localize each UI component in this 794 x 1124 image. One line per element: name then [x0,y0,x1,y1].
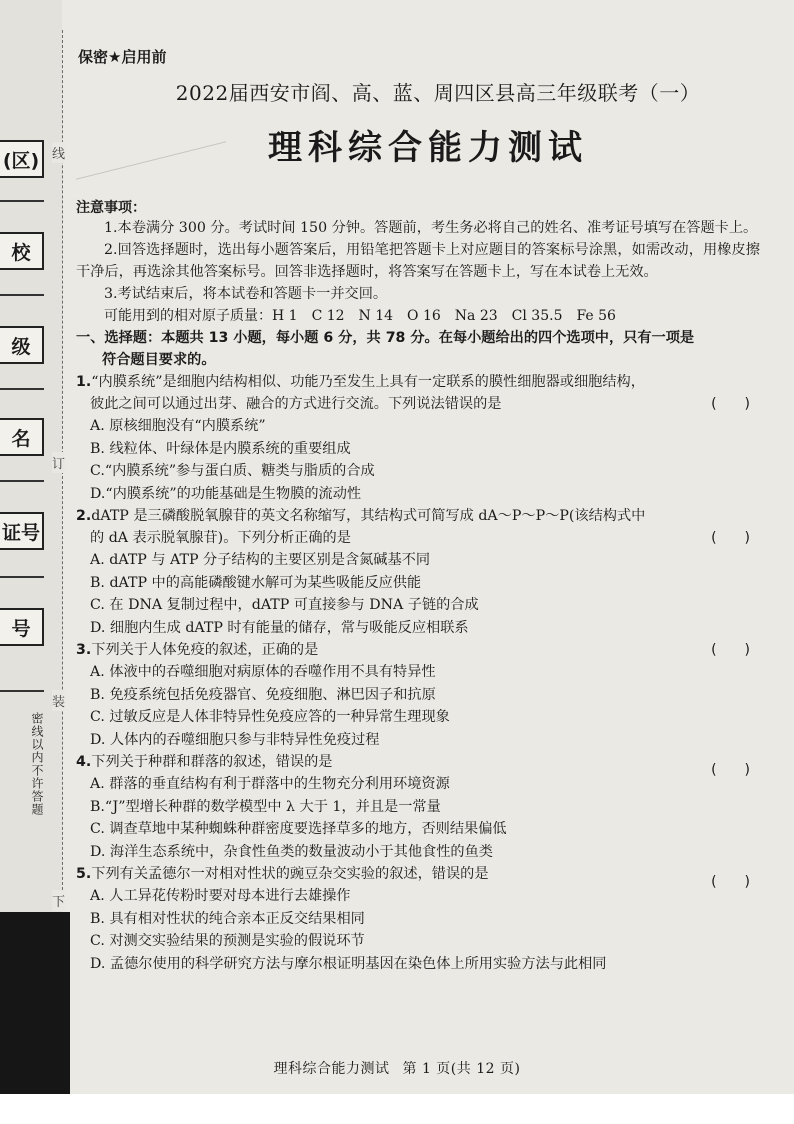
question-4 [76,751,760,778]
confidential-label: 保密★启用前 [78,48,167,66]
subject-title: 理科综合能力测试 [268,128,588,168]
question-number: 5. [76,866,92,882]
question-5 [76,863,760,890]
cut-label-bind: 装 [52,690,65,711]
seat-number-field-label: 号 [0,608,44,646]
option-a: A. 群落的垂直结构有利于群落中的生物充分利用环境资源 [90,776,450,792]
cut-label-line: 线 [52,142,65,163]
option-b: B. dATP 中的高能磷酸键水解可为某些吸能反应供能 [90,574,422,591]
option-b: B. 具有相对性状的纯合亲本正反交结果相同 [90,910,365,927]
notice-item: 3.考试结束后，将本试卷和答题卡一并交回。 [104,286,388,302]
option-b: B. 线粒体、叶绿体是内膜系统的重要组成 [90,440,351,457]
option-a: A. 体液中的吞噬细胞对病原体的吞噬作用不具有特异性 [90,664,436,680]
footer-page-number: 第 1 页(共 12 页) [402,1061,521,1077]
option-a: A. 人工异花传粉时要对母本进行去雄操作 [90,888,351,904]
answer-bracket: ( ) [711,642,750,658]
notice-item: 2.回答选择题时，选出每小题答案后，用铅笔把答题卡上对应题目的答案标号涂黑，如需改动，用橡皮擦干净后，再选涂其他答案标号。回答非选择题时，将答案写在答题卡上，写在本试卷上无效。 [76,242,760,280]
exam-id-field-label: 证号 [0,512,44,550]
option-c: C. 调查草地中某种蜘蛛种群密度要选择草多的地方，否则结果偏低 [90,821,507,837]
option-a: A. 原核细胞没有“内膜系统” [90,418,266,434]
notice-item: 1.本卷满分 300 分。考试时间 150 分钟。答题前，考生务必将自己的姓名、准考证号填写在答题卡上。 [104,220,758,236]
name-field-label: 名 [0,418,44,456]
field-underline [0,388,44,390]
question-stem: dATP 是三磷酸脱氧腺苷的英文名称缩写，其结构式可简写成 dA～P～P～P(该结构式中 [91,508,646,524]
option-c: C. 在 DNA 复制过程中，dATP 可直接参与 DNA 子链的合成 [90,597,479,613]
answer-bracket: ( ) [711,530,750,546]
option-d: D. 海洋生态系统中，杂食性鱼类的数量波动小于其他食性的鱼类 [90,843,493,860]
question-stem: 下列关于种群和群落的叙述，错误的是 [91,754,333,770]
question-3 [76,639,760,661]
option-d: D.“内膜系统”的功能基础是生物膜的流动性 [90,485,362,502]
field-underline [0,294,44,296]
field-underline [0,200,44,202]
section-heading [76,327,760,371]
class-field-label: 级 [0,326,44,364]
exam-title: 2022届西安市阎、高、蓝、周四区县高三年级联考（一） [175,81,701,105]
answer-bracket: ( ) [711,762,750,778]
question-1 [76,371,760,415]
page-footer [0,1058,794,1078]
answer-bracket: ( ) [711,396,750,412]
option-d: D. 人体内的吞噬细胞只参与非特异性免疫过程 [90,731,380,748]
notice-heading: 注意事项： [76,200,146,216]
option-c: C. 过敏反应是人体非特异性免疫应答的一种异常生理现象 [90,709,450,725]
cut-label-order: 订 [52,452,65,473]
field-underline [0,480,44,482]
option-d: D. 孟德尔使用的科学研究方法与摩尔根证明基因在染色体上所用实验方法与此相同 [90,955,607,972]
question-stem: “内膜系统”是细胞内结构相似、功能乃至发生上具有一定联系的膜性细胞器或细胞结构， [91,374,645,390]
field-underline [0,690,44,692]
section-heading-line2: 符合题目要求的。 [102,352,216,368]
district-field-label: (区) [0,140,44,178]
field-underline [0,576,44,578]
question-stem-cont: 的 dA 表示脱氧腺苷)。下列分析正确的是 [90,530,351,546]
option-a: A. dATP 与 ATP 分子结构的主要区别是含氮碱基不同 [90,552,431,568]
question-number: 3. [76,642,92,658]
question-stem: 下列关于人体免疫的叙述，正确的是 [91,642,319,658]
option-c: C. 对测交实验结果的预测是实验的假说环节 [90,933,365,949]
option-b: B.“J”型增长种群的数学模型中 λ 大于 1，并且是一常量 [90,798,441,815]
question-stem: 下列有关孟德尔一对相对性状的豌豆杂交实验的叙述，错误的是 [91,866,489,882]
question-stem-cont: 彼此之间可以通过出芽、融合的方式进行交流。下列说法错误的是 [90,396,502,412]
question-number: 1. [76,374,92,390]
atomic-masses: 可能用到的相对原子质量：H 1 C 12 N 14 O 16 Na 23 Cl 35.5 Fe 56 [104,308,616,324]
question-number: 2. [76,508,92,524]
footer-subject: 理科综合能力测试 [273,1061,390,1077]
option-b: B. 免疫系统包括免疫器官、免疫细胞、淋巴因子和抗原 [90,686,436,703]
cut-label-below: 下 [52,890,65,911]
answer-bracket: ( ) [711,874,750,890]
section-heading-line1: 一、选择题：本题共 13 小题，每小题 6 分，共 78 分。在每小题给出的四个选项中，只有一项是 [76,330,695,346]
option-c: C.“内膜系统”参与蛋白质、糖类与脂质的合成 [90,463,375,479]
school-field-label: 校 [0,232,44,270]
option-d: D. 细胞内生成 dATP 时有能量的储存，常与吸能反应相联系 [90,619,469,636]
question-2 [76,505,760,549]
question-number: 4. [76,754,92,770]
no-answer-warning: 密线以内不许答题 [30,712,44,816]
page-content [76,46,760,975]
